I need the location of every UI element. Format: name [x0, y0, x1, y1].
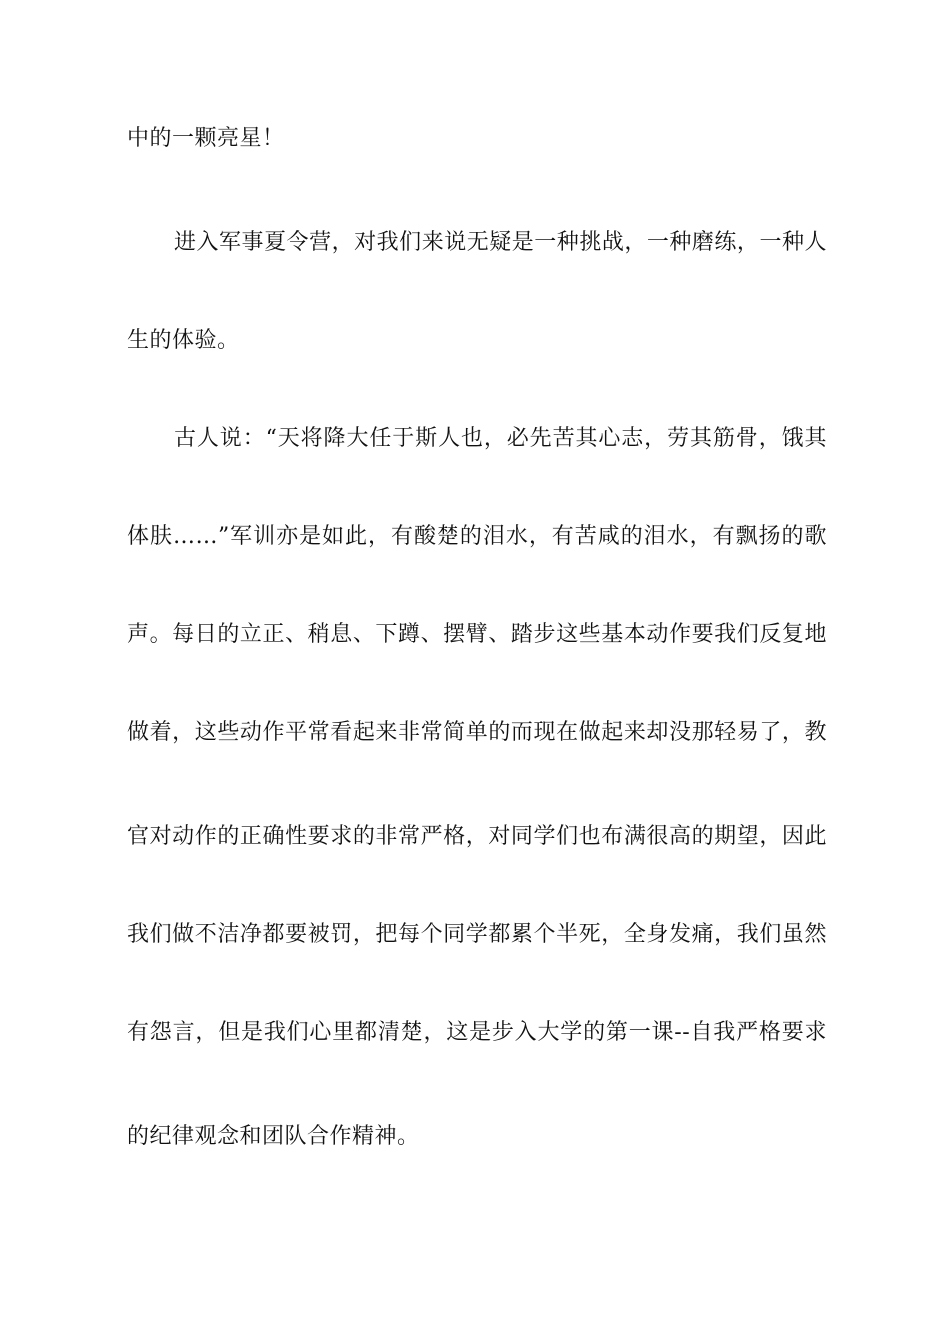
- text-line: 有怨言，但是我们心里都清楚，这是步入大学的第一课--自我严格要求: [127, 1020, 827, 1045]
- text-line: 生的体验。: [127, 328, 240, 353]
- text-line: 声。每日的立正、稍息、下蹲、摆臂、踏步这些基本动作要我们反复地: [127, 622, 827, 647]
- text-line: 的纪律观念和团队合作精神。: [127, 1124, 420, 1149]
- text-line: 古人说：“天将降大任于斯人也，必先苦其心志，劳其筋骨，饿其: [174, 426, 827, 451]
- text-line: 做着，这些动作平常看起来非常简单的而现在做起来却没那轻易了，教: [127, 720, 827, 745]
- text-line: 中的一颗亮星！: [127, 126, 285, 151]
- text-line: 官对动作的正确性要求的非常严格，对同学们也布满很高的期望，因此: [127, 824, 827, 849]
- text-line: 进入军事夏令营，对我们来说无疑是一种挑战，一种磨练，一种人: [174, 230, 827, 255]
- text-line: 我们做不洁净都要被罚，把每个同学都累个半死，全身发痛，我们虽然: [127, 922, 827, 947]
- text-line: 体肤……”军训亦是如此，有酸楚的泪水，有苦咸的泪水，有飘扬的歌: [127, 524, 827, 549]
